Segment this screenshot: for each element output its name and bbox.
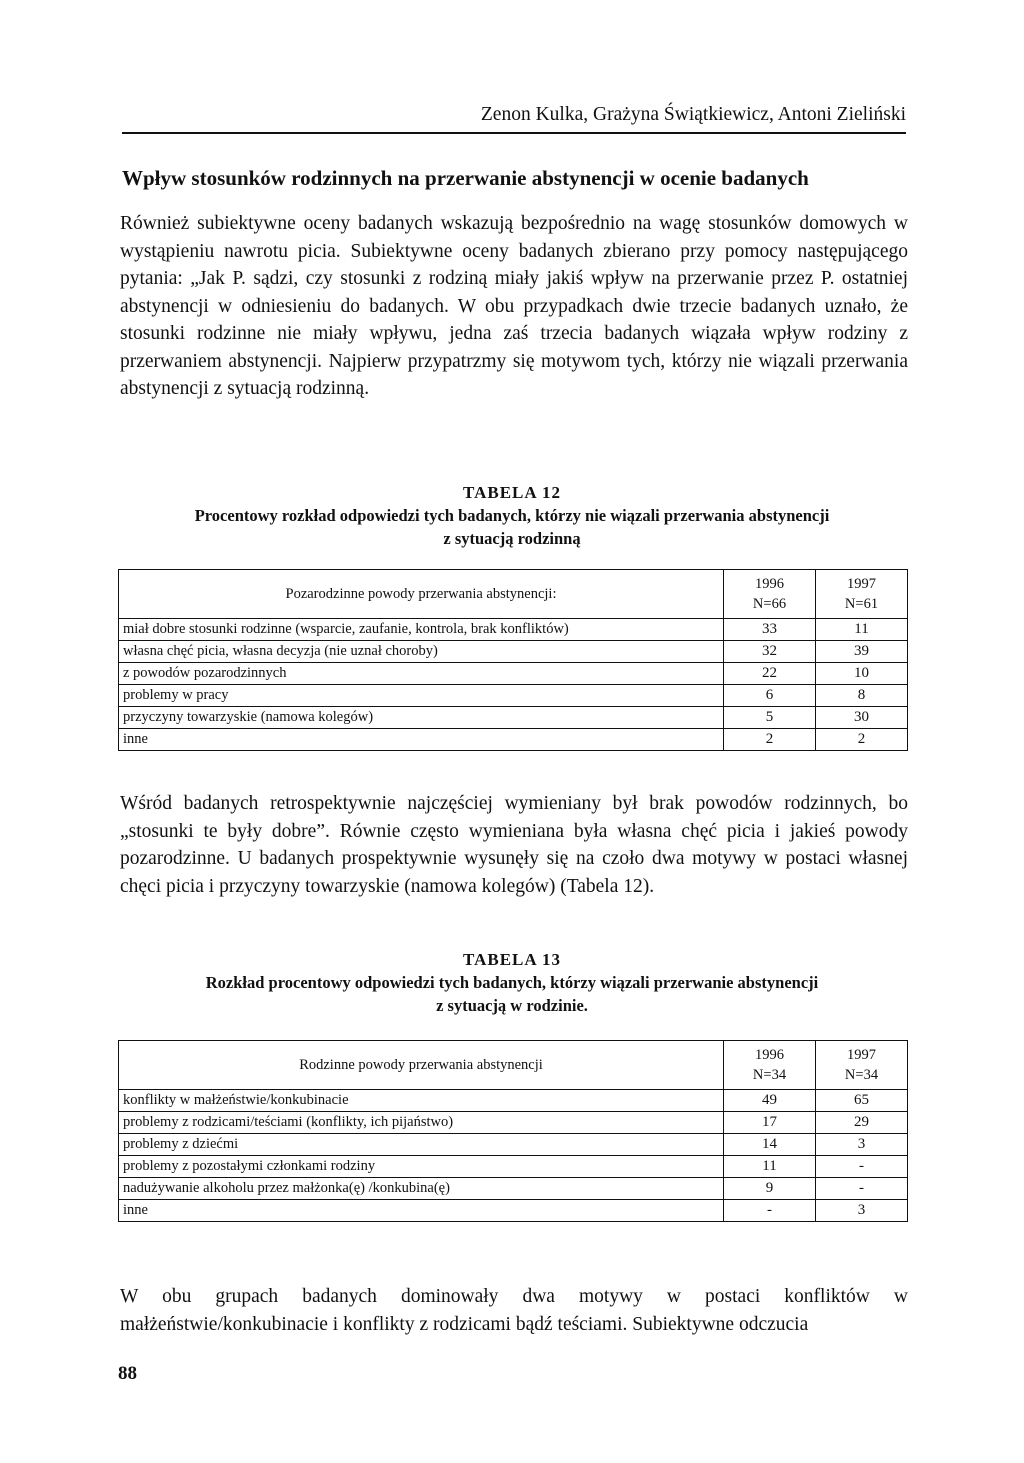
value-1997: 39 (816, 641, 908, 663)
value-1996: 32 (724, 641, 816, 663)
table-header-row (119, 1041, 908, 1090)
table-12-caption-line1: Procentowy rozkład odpowiedzi tych badanych, którzy nie wiązali przerwania abstynencji (194, 506, 830, 525)
row-label: inne (119, 729, 724, 751)
table-13-label: TABELA 13 (463, 950, 561, 969)
value-1996: 49 (724, 1090, 816, 1112)
section-title: Wpływ stosunków rodzinnych na przerwanie abstynencji w ocenie badanych (122, 166, 809, 190)
table-row (119, 1156, 908, 1178)
n-1997: N=34 (844, 1067, 879, 1083)
value-1997: 30 (816, 707, 908, 729)
value-1997: 3 (816, 1200, 908, 1222)
value-1996: 22 (724, 663, 816, 685)
row-label: przyczyny towarzyskie (namowa kolegów) (119, 707, 724, 729)
value-1997: - (816, 1156, 908, 1178)
row-label: problemy w pracy (119, 685, 724, 707)
table-row (119, 729, 908, 751)
n-1996: N=66 (752, 596, 787, 612)
page-number: 88 (118, 1363, 137, 1384)
value-1997: 11 (816, 619, 908, 641)
table-12-caption (100, 481, 924, 550)
value-1996: 6 (724, 685, 816, 707)
table-row (119, 641, 908, 663)
year-1996: 1996 (755, 576, 784, 592)
table-header-row (119, 570, 908, 619)
row-label: inne (119, 1200, 724, 1222)
value-1997: 8 (816, 685, 908, 707)
row-label: z powodów pozarodzinnych (119, 663, 724, 685)
table-13-header-1996 (724, 1041, 816, 1090)
value-1996: 11 (724, 1156, 816, 1178)
table-row (119, 1134, 908, 1156)
table-12-header-label: Pozarodzinne powody przerwania abstynencji: (119, 570, 724, 619)
paragraph-1: Również subiektywne oceny badanych wskazują bezpośrednio na wagę stosunków domowych w wystąpieniu nawrotu picia. Subiektywne oceny badanych zbierano przy pomocy następującego pytania: „Jak P. sądzi, czy stosunki z rodziną miały jakiś wpływ na przerwanie przez P. ostatniej abstynencji w odniesieniu do badanych. W obu przypadkach dwie trzecie badanych uznało, że stosunki rodzinne nie miały wpływu, jedna zaś trzecia badanych wiązała wpływ rodziny z przerwaniem abstynencji. Najpierw przypatrzmy się motywom tych, którzy nie wiązali przerwania abstynencji z sytuacją rodzinną. (120, 213, 908, 399)
row-label: problemy z pozostałymi członkami rodziny (119, 1156, 724, 1178)
n-1997: N=61 (844, 596, 879, 612)
value-1997: 65 (816, 1090, 908, 1112)
paragraph-2: Wśród badanych retrospektywnie najczęściej wymieniany był brak powodów rodzinnych, bo „stosunki te były dobre”. Równie często wymieniana była własna chęć picia i jakieś powody pozarodzinne. U badanych prospektywnie wysunęły się na czoło dwa motywy w postaci własnej chęci picia i przyczyny towarzyskie (namowa kolegów) (Tabela 12). (120, 793, 908, 897)
table-row (119, 1112, 908, 1134)
value-1996: 9 (724, 1178, 816, 1200)
value-1996: 5 (724, 707, 816, 729)
value-1996: - (724, 1200, 816, 1222)
table-12 (118, 569, 908, 751)
value-1997: 29 (816, 1112, 908, 1134)
value-1997: 2 (816, 729, 908, 751)
table-13-caption (100, 948, 924, 1017)
year-1996: 1996 (755, 1047, 784, 1063)
table-row (119, 1178, 908, 1200)
table-13-caption-line2: z sytuacją w rodzinie. (436, 996, 588, 1015)
value-1997: - (816, 1178, 908, 1200)
running-header: Zenon Kulka, Grażyna Świątkiewicz, Antoni Zieliński (122, 104, 906, 134)
n-1996: N=34 (752, 1067, 787, 1083)
table-row (119, 1090, 908, 1112)
table-12-label: TABELA 12 (463, 483, 561, 502)
table-row (119, 707, 908, 729)
value-1996: 14 (724, 1134, 816, 1156)
table-row (119, 685, 908, 707)
table-row (119, 1200, 908, 1222)
row-label: własna chęć picia, własna decyzja (nie uznał choroby) (119, 641, 724, 663)
value-1996: 33 (724, 619, 816, 641)
table-12-caption-line2: z sytuacją rodzinną (443, 529, 581, 548)
row-label: problemy z dziećmi (119, 1134, 724, 1156)
table-13 (118, 1040, 908, 1222)
year-1997: 1997 (847, 1047, 876, 1063)
value-1996: 17 (724, 1112, 816, 1134)
year-1997: 1997 (847, 576, 876, 592)
value-1996: 2 (724, 729, 816, 751)
table-row (119, 619, 908, 641)
row-label: problemy z rodzicami/teściami (konflikty, ich pijaństwo) (119, 1112, 724, 1134)
row-label: konflikty w małżeństwie/konkubinacie (119, 1090, 724, 1112)
table-row (119, 663, 908, 685)
table-13-header-1997 (816, 1041, 908, 1090)
paragraph-3: W obu grupach badanych dominowały dwa motywy w postaci konfliktów w małżeństwie/konkubinacie i konflikty z rodzicami bądź teściami. Subiektywne odczucia (120, 1286, 908, 1335)
table-12-header-1997 (816, 570, 908, 619)
value-1997: 10 (816, 663, 908, 685)
row-label: miał dobre stosunki rodzinne (wsparcie, zaufanie, kontrola, brak konfliktów) (119, 619, 724, 641)
table-12-header-1996 (724, 570, 816, 619)
value-1997: 3 (816, 1134, 908, 1156)
table-13-header-label: Rodzinne powody przerwania abstynencji (119, 1041, 724, 1090)
row-label: nadużywanie alkoholu przez małżonka(ę) /konkubina(ę) (119, 1178, 724, 1200)
table-13-caption-line1: Rozkład procentowy odpowiedzi tych badanych, którzy wiązali przerwanie abstynencji (205, 973, 819, 992)
